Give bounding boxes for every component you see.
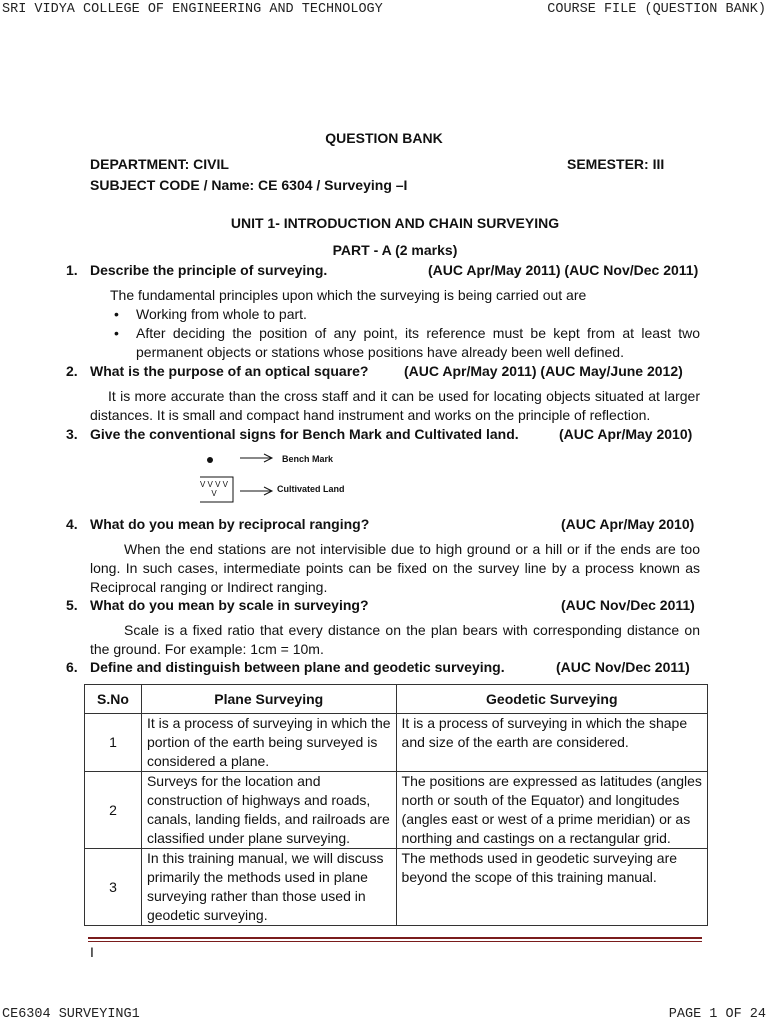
question-5 [66, 597, 695, 613]
department-label: DEPARTMENT: CIVIL [90, 156, 229, 172]
bench-mark-label: Bench Mark [282, 454, 334, 464]
table-cell-sno: 1 [85, 714, 142, 772]
doc-title: QUESTION BANK [325, 130, 443, 146]
footer-rule-thin [88, 941, 702, 942]
unit-heading: UNIT 1- INTRODUCTION AND CHAIN SURVEYING [230, 215, 560, 231]
question-2 [66, 363, 683, 379]
question-text: Define and distinguish between plane and geodetic surveying. [90, 659, 505, 675]
question-reference: (AUC Nov/Dec 2011) [556, 659, 690, 675]
answer-1-intro: The fundamental principles upon which the surveying is being carried out are [110, 287, 587, 303]
question-reference: (AUC Apr/May 2011) (AUC May/June 2012) [404, 363, 683, 379]
part-heading: PART - A (2 marks) [332, 242, 458, 258]
table-header-cell: Geodetic Surveying [396, 685, 707, 714]
table-cell-geodetic: The methods used in geodetic surveying are beyond the scope of this training manual. [396, 849, 707, 926]
footer-mark: I [90, 944, 94, 960]
table-row [85, 849, 708, 926]
table-header-cell: S.No [85, 685, 142, 714]
question-3 [66, 426, 693, 442]
bullet-text: Working from whole to part. [136, 306, 307, 322]
bullet-icon: • [114, 306, 119, 322]
table-cell-plane: It is a process of surveying in which the portion of the earth being surveyed is considered a plane. [141, 714, 396, 772]
question-text: Describe the principle of surveying. [90, 262, 328, 278]
bullet-text: After deciding the position of any point, its reference must be kept from at least two permanent objects or stations whose positions have already been well defined. [136, 325, 700, 360]
table-cell-sno: 3 [85, 849, 142, 926]
question-number: 6. [66, 659, 78, 675]
header-college-name: SRI VIDYA COLLEGE OF ENGINEERING AND TECHNOLOGY [2, 2, 383, 17]
bench-mark-dot-icon [207, 457, 213, 463]
question-number: 1. [66, 262, 78, 278]
question-text: Give the conventional signs for Bench Mark and Cultivated land. [90, 426, 519, 442]
question-number: 2. [66, 363, 78, 379]
table-cell-sno: 2 [85, 772, 142, 849]
answer-4: When the end stations are not intervisible due to high ground or a hill or if the ends are too long. In such cases, intermediate points can be fixed on the survey line by a process known as Reciprocal ranging or Indirect ranging. [90, 541, 700, 595]
table-cell-geodetic: It is a process of surveying in which the shape and size of the earth are considered. [396, 714, 707, 772]
footer-course-code: CE6304 SURVEYING1 [2, 1007, 140, 1022]
question-4 [66, 516, 695, 532]
header-course-file: COURSE FILE (QUESTION BANK) [547, 2, 766, 17]
question-number: 4. [66, 516, 78, 532]
question-text: What do you mean by scale in surveying? [90, 597, 369, 613]
footer-page-number: PAGE 1 OF 24 [668, 1007, 766, 1022]
question-number: 3. [66, 426, 78, 442]
cultivated-land-symbol: V V V V V [199, 480, 228, 498]
question-1 [66, 262, 699, 278]
question-reference: (AUC Apr/May 2011) (AUC Nov/Dec 2011) [428, 262, 699, 278]
comparison-table [84, 684, 708, 926]
table-header-cell: Plane Surveying [141, 685, 396, 714]
subject-label: SUBJECT CODE / Name: CE 6304 / Surveying –I [90, 177, 408, 193]
answer-5: Scale is a fixed ratio that every distance on the plan bears with corresponding distance on the ground. For example: 1cm = 10m. [90, 622, 700, 657]
table-cell-plane: Surveys for the location and construction of highways and roads, canals, landing fields, and railroads are classified under plane surveying. [141, 772, 396, 849]
question-reference: (AUC Apr/May 2010) [561, 516, 695, 532]
answer-2: It is more accurate than the cross staff and it can be used for locating objects situated at larger distances. It is small and compact hand instrument and works on the principle of reflection. [90, 388, 700, 423]
question-text: What do you mean by reciprocal ranging? [90, 516, 370, 532]
question-number: 5. [66, 597, 78, 613]
table-header-row [85, 685, 708, 714]
table-row [85, 714, 708, 772]
question-text: What is the purpose of an optical square? [90, 363, 369, 379]
question-6 [66, 659, 690, 675]
bullet-icon: • [114, 325, 119, 341]
semester-label: SEMESTER: III [567, 156, 665, 172]
table-cell-plane: In this training manual, we will discuss primarily the methods used in plane surveying rather than those used in geodetic surveying. [141, 849, 396, 926]
cultivated-land-label: Cultivated Land [277, 484, 345, 494]
question-reference: (AUC Nov/Dec 2011) [561, 597, 695, 613]
footer-rule [88, 937, 702, 939]
question-reference: (AUC Apr/May 2010) [559, 426, 693, 442]
table-row [85, 772, 708, 849]
table-cell-geodetic: The positions are expressed as latitudes (angles north or south of the Equator) and longitudes (angles east or west of a prime meridian) or as northing and castings on a rectangular grid. [396, 772, 707, 849]
